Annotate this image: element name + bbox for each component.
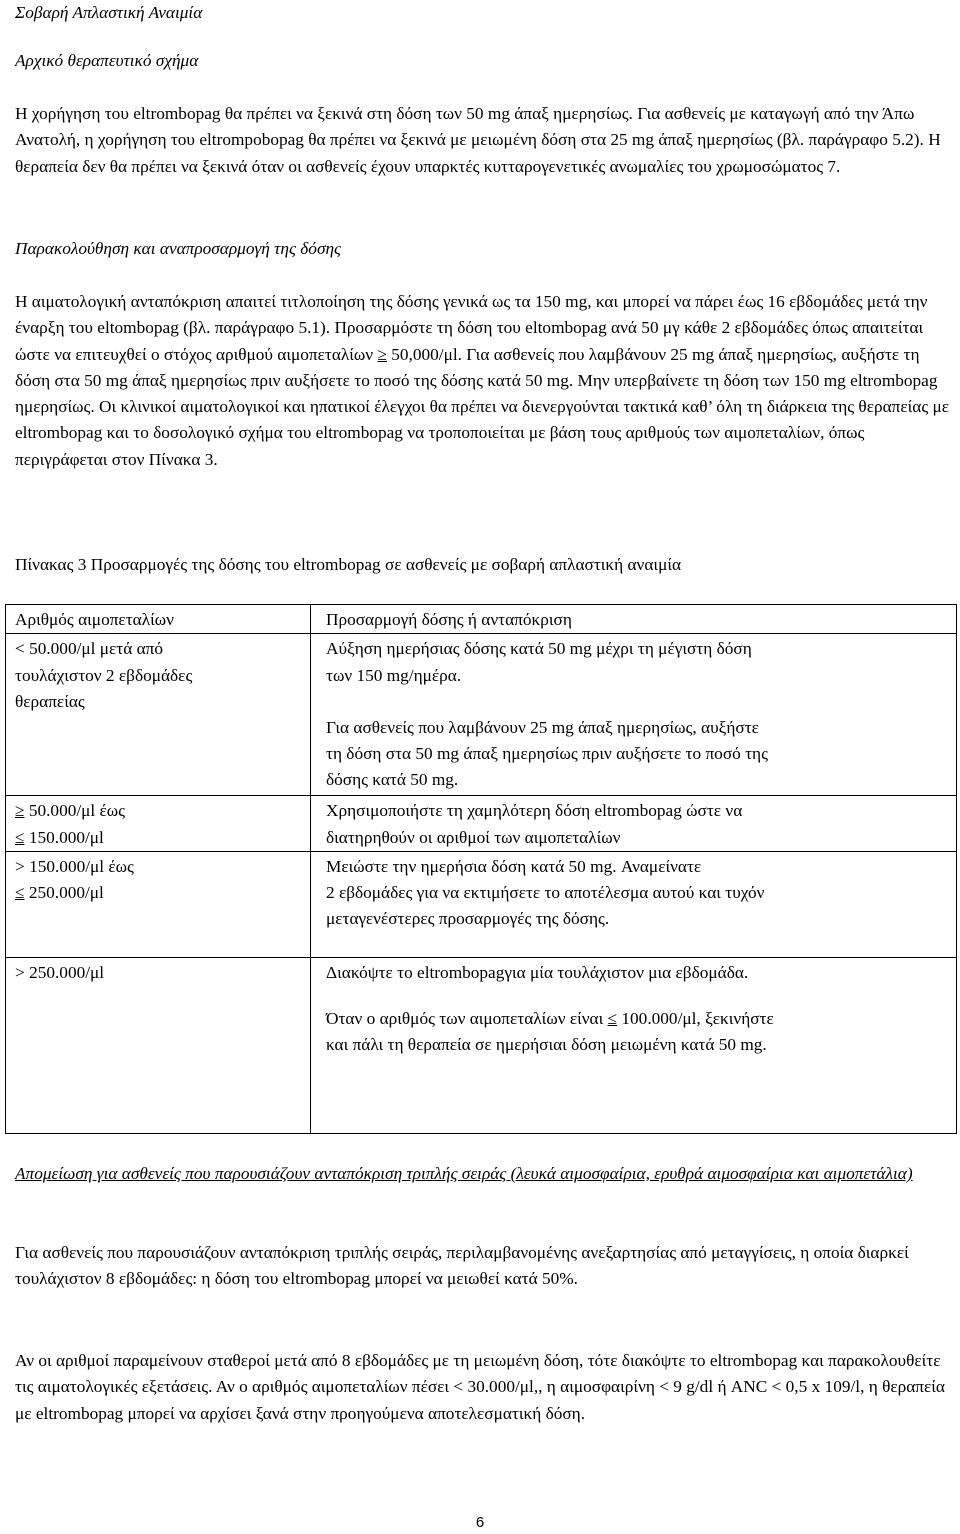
dose-adjustment-line: Αύξηση ημερήσιας δόσης κατά 50 mg μέχρι τη μέγιστη δόση: [326, 639, 752, 659]
platelet-count-line: [15, 825, 306, 851]
header-label-platelet-count: Αριθμός αιμοπεταλίων: [15, 610, 174, 629]
header-cell-dose-adjustment: [311, 605, 957, 634]
dose-adjustment-text: Όταν ο αριθμός των αιμοπεταλίων είναι: [326, 1009, 608, 1029]
dose-adjustment-line: Μειώστε την ημερήσια δόση κατά 50 mg. Αναμείνατε: [326, 856, 702, 876]
platelet-count-line: [15, 880, 306, 906]
dose-adjustment-line: των 150 mg/ημέρα.: [326, 665, 462, 685]
platelet-count-cell: [6, 957, 311, 1133]
platelet-count-line: < 50.000/μl μετά από: [15, 639, 164, 659]
monitoring-paragraph: [15, 289, 950, 473]
dose-adjustment-line: 2 εβδομάδες για να εκτιμήσετε το αποτέλεσμα αυτού και τυχόν: [326, 883, 765, 903]
monitoring-text-part-b: 50,000/μl. Για ασθενείς που λαμβάνουν 25 mg άπαξ ημερησίως, αυξήστε τη δόση στα 50 mg άπαξ ημερησίως πριν αυξήσετε το ποσό της δόσης κατά 50 mg. Μην υπερβαίνετε τη δόση των 150 mg eltrombopag ημερησίως. Οι κλινικοί αιματολογικοί και ηπατικοί έλεγχοι θα πρέπει να διενεργούνται τακτικά καθ’ όλη τη διάρκεια της θεραπείας με eltrombopag και το δοσολογικό σχήμα του eltrombopag να τροποποιείται με βάση τους αριθμούς των αιμοπεταλίων, όπως περιγράφεται στον Πίνακα 3.: [15, 344, 950, 469]
tapering-paragraph-2: Αν οι αριθμοί παραμείνουν σταθεροί μετά από 8 εβδομάδες με τη μειωμένη δόση, τότε διακόψτε το eltrombopag και παρακολουθείτε τις αιματολογικές εξετάσεις. Αν ο αριθμός αιμοπεταλίων πέσει < 30.000/μl,, η αιμοσφαιρίνη < 9 g/dl ή ANC < 0,5 x 109/l, η θεραπεία με eltrombopag μπορεί να αρχίσει ξανά στην προηγούμενα αποτελεσματική δόση.: [15, 1351, 945, 1423]
platelet-count-value: 150.000/μl: [24, 827, 104, 847]
platelet-count-line: θεραπείας: [15, 691, 85, 711]
dose-adjustment-line: δόσης κατά 50 mg.: [326, 770, 459, 790]
dose-adjustment-cell: [311, 957, 957, 1133]
table-header-row: [6, 605, 957, 634]
dose-adjustment-line: μεταγενέστερες προσαρμογές της δόσης.: [326, 909, 610, 929]
le-symbol: ≤: [607, 1009, 618, 1029]
dose-adjustment-line: τη δόση στα 50 mg άπαξ ημερησίως πριν αυξήσετε το ποσό της: [326, 744, 768, 764]
dose-adjustment-line: και πάλι τη θεραπεία σε ημερήσιαι δόση μειωμένη κατά 50 mg.: [326, 1035, 767, 1055]
tapering-heading: Απομείωση για ασθενείς που παρουσιάζουν ανταπόκριση τριπλής σειράς (λευκά αιμοσφαίρια, ερυθρά αιμοσφαίρια και αιμοπετάλια): [15, 1164, 913, 1183]
dose-adjustment-line: διατηρηθούν οι αριθμοί των αιμοπεταλίων: [326, 827, 621, 847]
table-row: [6, 851, 957, 957]
platelet-count-cell: [6, 634, 311, 796]
platelet-count-line: τουλάχιστον 2 εβδομάδες: [15, 665, 193, 685]
dose-adjustment-line: Για ασθενείς που λαμβάνουν 25 mg άπαξ ημερησίως, αυξήστε: [326, 717, 759, 737]
initial-dosing-paragraph: Η χορήγηση του eltrombopag θα πρέπει να ξεκινά στη δόση των 50 mg άπαξ ημερησίως. Για ασθενείς με καταγωγή από την Άπω Ανατολή, η χορήγηση του eltrompobopag θα πρέπει να ξεκινά με μειωμένη δόση στα 25 mg άπαξ ημερησίως (βλ. παράγραφο 5.2). Η θεραπεία δεν θα πρέπει να ξεκινά όταν οι ασθενείς έχουν υπαρκτές κυτταρογενετικές ανωμαλίες του χρωμοσώματος 7.: [15, 104, 941, 176]
platelet-count-value: 50.000/μl έως: [24, 801, 126, 821]
monitoring-heading: Παρακολούθηση και αναπροσαρμογή της δόσης: [15, 239, 342, 258]
dose-adjustment-cell: [311, 851, 957, 957]
platelet-count-value: 250.000/μl: [24, 883, 104, 903]
ge-symbol: ≥: [15, 801, 25, 821]
le-symbol: ≤: [15, 883, 25, 903]
le-symbol: ≤: [15, 827, 25, 847]
header-label-dose-adjustment: Προσαρμογή δόσης ή ανταπόκριση: [326, 610, 572, 629]
table-row: [6, 634, 957, 796]
platelet-count-cell: [6, 851, 311, 957]
page-number: 6: [475, 1514, 485, 1531]
ge-symbol: ≥: [377, 344, 387, 364]
monitoring-text-part-a: Η αιματολογική ανταπόκριση απαιτεί τιτλοποίηση της δόσης γενικά ως τα 150 mg, και μπορεί να πάρει έως 16 εβδομάδες μετά την έναρξη του eltombopag (βλ. παράγραφο 5.1). Προσαρμόστε τη δόση του eltombopag ανά 50 μγ κάθε 2 εβδομάδες όπως απαιτείται ώστε να επιτευχθεί ο στόχος αριθμού αιμοπεταλίων: [15, 292, 928, 364]
table-row: [6, 796, 957, 852]
header-cell-platelet-count: [6, 605, 311, 634]
dose-adjustment-line: [326, 1006, 950, 1032]
dose-adjustment-line: Διακόψτε το eltrombopagγια μία τουλάχιστον μια εβδομάδα.: [326, 962, 749, 982]
dose-adjustment-cell: [311, 796, 957, 852]
section-subtitle: Αρχικό θεραπευτικό σχήμα: [15, 51, 199, 70]
dose-adjustment-text: 100.000/μl, ξεκινήστε: [617, 1009, 774, 1029]
dose-adjustment-cell: [311, 634, 957, 796]
platelet-count-cell: [6, 796, 311, 852]
platelet-count-line: [15, 798, 306, 824]
dose-adjustment-table: [5, 604, 957, 1134]
platelet-count-line: > 250.000/μl: [15, 962, 105, 982]
table-row: [6, 957, 957, 1133]
dose-adjustment-line: Χρησιμοποιήστε τη χαμηλότερη δόση eltrombopag ώστε να: [326, 801, 743, 821]
platelet-count-line: > 150.000/μl έως: [15, 856, 134, 876]
section-title: Σοβαρή Απλαστική Αναιμία: [15, 3, 203, 22]
tapering-paragraph-1: Για ασθενείς που παρουσιάζουν ανταπόκριση τριπλής σειράς, περιλαμβανομένης ανεξαρτησίας από μεταγγίσεις, η οποία διαρκεί τουλάχιστον 8 εβδομάδες: η δόση του eltrombopag μπορεί να μειωθεί κατά 50%.: [15, 1243, 909, 1289]
table-caption: Πίνακας 3 Προσαρμογές της δόσης του eltrombopag σε ασθενείς με σοβαρή απλαστική αναιμία: [15, 555, 682, 574]
